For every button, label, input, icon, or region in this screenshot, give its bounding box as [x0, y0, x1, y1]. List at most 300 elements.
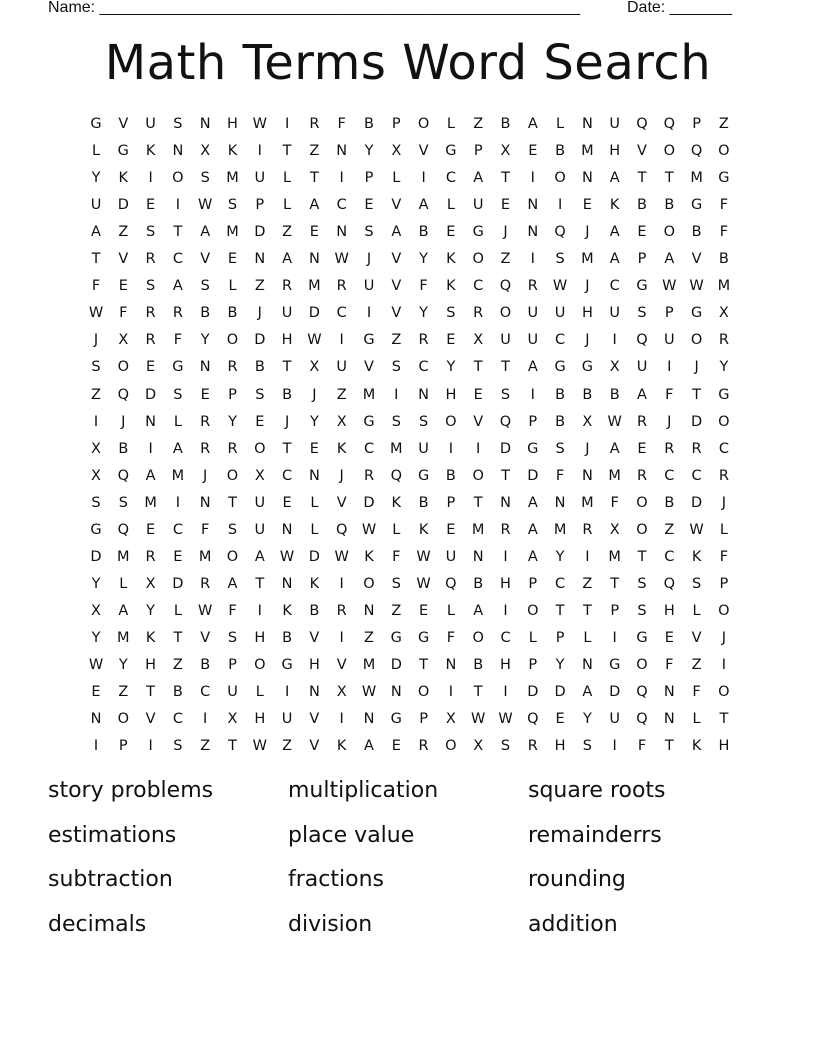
grid-row	[0, 248, 816, 275]
grid-letter: U	[281, 305, 293, 322]
grid-letter: J	[93, 332, 99, 349]
grid-letter: J	[284, 413, 290, 430]
grid-letter: N	[199, 116, 211, 132]
grid-letter: Z	[364, 629, 374, 646]
grid-letter: M	[581, 251, 594, 268]
grid-row	[0, 356, 816, 383]
grid-letter: O	[472, 467, 484, 484]
grid-letter: P	[446, 494, 456, 511]
grid-letter: Q	[636, 711, 648, 728]
grid-letter: L	[119, 575, 128, 592]
grid-letter: W	[334, 251, 349, 268]
grid-letter: O	[527, 602, 539, 619]
grid-letter: U	[254, 521, 266, 538]
grid-letter: U	[145, 116, 156, 132]
grid-letter: E	[200, 386, 210, 403]
grid-letter: V	[473, 413, 484, 430]
grid-letter: B	[200, 305, 211, 322]
grid-letter: V	[336, 657, 347, 673]
grid-letter: W	[552, 278, 568, 295]
grid-letter: M	[717, 278, 731, 295]
header-line	[0, 0, 816, 20]
grid-letter: G	[636, 629, 648, 646]
grid-letter: O	[663, 143, 675, 160]
grid-letter: R	[336, 278, 347, 295]
grid-letter: B	[118, 440, 129, 457]
grid-letter: A	[282, 251, 293, 268]
grid-letter: P	[528, 575, 538, 592]
grid-letter: G	[417, 629, 430, 646]
grid-letter: N	[281, 521, 293, 538]
grid-letter: H	[308, 657, 320, 673]
grid-letter: G	[363, 413, 375, 430]
grid-letter: B	[172, 684, 183, 701]
grid-letter: R	[527, 738, 538, 755]
grid-letter: L	[91, 143, 101, 160]
grid-letter: L	[692, 602, 701, 619]
grid-letter: X	[609, 359, 620, 376]
grid-letter: B	[418, 494, 429, 511]
grid-letter: E	[146, 197, 156, 214]
grid-letter: Y	[200, 332, 210, 349]
grid-letter: I	[175, 494, 181, 511]
grid-letter: Y	[228, 413, 237, 430]
grid-letter: R	[227, 359, 238, 376]
grid-letter: Y	[309, 413, 319, 430]
grid-letter: H	[254, 711, 266, 728]
grid-letter: V	[200, 629, 211, 646]
grid-letter: O	[636, 494, 648, 511]
grid-letter: R	[418, 332, 429, 349]
grid-letter: F	[446, 629, 456, 646]
grid-letter: R	[172, 305, 183, 322]
grid-letter: T	[146, 684, 156, 701]
grid-letter: Y	[146, 602, 156, 619]
grid-letter: I	[93, 738, 99, 755]
grid-letter: N	[390, 684, 402, 701]
grid-letter: L	[392, 170, 401, 187]
grid-letter: F	[555, 467, 565, 484]
grid-letter: N	[472, 548, 484, 565]
grid-letter: J	[694, 359, 699, 376]
grid-letter: X	[336, 413, 347, 430]
grid-letter: F	[665, 386, 674, 403]
grid-letter: I	[476, 440, 481, 457]
grid-letter: T	[255, 575, 265, 592]
grid-letter: B	[445, 467, 456, 484]
grid-letter: D	[691, 494, 703, 511]
grid-letter: B	[555, 386, 566, 403]
grid-letter: I	[612, 629, 617, 646]
grid-letter: N	[445, 657, 457, 673]
grid-letter: W	[198, 602, 213, 619]
grid-letter: X	[718, 305, 729, 322]
grid-letter: J	[203, 467, 208, 484]
grid-letter: Z	[718, 116, 729, 132]
grid-letter: U	[527, 332, 539, 349]
grid-letter: S	[227, 629, 238, 646]
grid-letter: A	[527, 116, 538, 132]
grid-letter: O	[690, 332, 703, 349]
grid-letter: B	[555, 413, 566, 430]
grid-letter: J	[721, 629, 727, 646]
grid-letter: S	[555, 440, 565, 457]
grid-letter: Q	[663, 116, 675, 132]
grid-letter: I	[721, 657, 727, 673]
grid-letter: W	[689, 278, 704, 295]
grid-letter: X	[200, 143, 211, 160]
grid-letter: C	[282, 467, 293, 484]
grid-letter: S	[500, 738, 511, 755]
grid-letter: W	[307, 332, 322, 349]
date-field-label: Date: _______	[627, 0, 732, 16]
grid-letter: Z	[473, 116, 484, 132]
grid-letter: G	[390, 629, 402, 646]
grid-letter: N	[581, 657, 593, 673]
grid-letter: R	[500, 521, 511, 538]
grid-letter: J	[721, 494, 727, 511]
grid-letter: L	[719, 521, 728, 538]
grid-letter: X	[227, 711, 238, 728]
grid-letter: A	[418, 197, 429, 214]
word-list-item: place value	[288, 822, 415, 848]
grid-letter: Z	[172, 657, 183, 673]
word-list-item: division	[288, 911, 373, 937]
grid-letter: M	[362, 386, 376, 403]
grid-letter: I	[339, 711, 344, 728]
grid-letter: I	[421, 170, 426, 187]
grid-letter: K	[227, 143, 238, 160]
grid-letter: B	[555, 143, 566, 160]
grid-letter: A	[609, 251, 620, 268]
grid-row	[0, 654, 816, 681]
grid-letter: M	[690, 170, 703, 187]
grid-letter: W	[334, 548, 349, 565]
grid-letter: O	[718, 413, 730, 430]
grid-letter: R	[418, 738, 429, 755]
grid-letter: D	[308, 305, 320, 322]
grid-letter: V	[118, 251, 129, 268]
grid-letter: W	[88, 657, 104, 673]
grid-letter: W	[498, 711, 513, 728]
grid-letter: V	[391, 197, 402, 214]
grid-letter: D	[308, 548, 320, 565]
grid-letter: T	[473, 684, 483, 701]
grid-letter: O	[636, 657, 648, 673]
grid-letter: D	[254, 224, 266, 241]
grid-letter: Q	[636, 332, 648, 349]
grid-letter: D	[145, 386, 157, 403]
letter-grid	[0, 113, 816, 763]
grid-letter: Q	[554, 224, 566, 241]
grid-letter: J	[585, 332, 590, 349]
grid-letter: E	[555, 711, 565, 728]
grid-letter: W	[252, 738, 267, 755]
grid-letter: S	[364, 224, 374, 241]
grid-letter: K	[691, 548, 702, 565]
grid-letter: S	[391, 575, 401, 592]
grid-letter: T	[173, 629, 183, 646]
grid-letter: I	[93, 413, 99, 430]
grid-letter: T	[610, 575, 620, 592]
grid-letter: B	[664, 494, 675, 511]
grid-letter: E	[446, 224, 456, 241]
grid-letter: G	[554, 359, 566, 376]
grid-letter: I	[257, 602, 262, 619]
grid-letter: O	[363, 575, 375, 592]
grid-letter: V	[309, 629, 320, 646]
grid-letter: R	[145, 548, 156, 565]
word-list-item: addition	[528, 911, 618, 937]
grid-letter: H	[718, 738, 730, 755]
word-list-item: estimations	[48, 822, 177, 848]
grid-letter: S	[200, 170, 210, 187]
grid-row	[0, 519, 816, 546]
grid-letter: R	[473, 305, 484, 322]
grid-letter: A	[364, 738, 374, 755]
grid-letter: I	[148, 440, 153, 457]
grid-letter: B	[473, 575, 484, 592]
grid-letter: B	[227, 305, 238, 322]
grid-letter: G	[417, 467, 430, 484]
grid-letter: E	[637, 440, 647, 457]
grid-letter: P	[118, 738, 128, 755]
grid-letter: I	[203, 711, 208, 728]
grid-letter: W	[361, 521, 377, 538]
grid-letter: U	[663, 332, 675, 349]
grid-letter: E	[664, 629, 674, 646]
grid-letter: Z	[582, 575, 593, 592]
grid-letter: K	[118, 170, 129, 187]
grid-letter: F	[337, 116, 346, 132]
grid-letter: M	[608, 548, 621, 565]
word-list-item: subtraction	[48, 867, 173, 892]
grid-letter: N	[418, 386, 430, 403]
grid-letter: N	[581, 116, 593, 132]
grid-letter: T	[501, 359, 510, 376]
grid-letter: I	[339, 629, 344, 646]
grid-letter: I	[667, 359, 672, 376]
grid-letter: B	[200, 657, 211, 673]
grid-letter: F	[665, 657, 674, 673]
grid-letter: O	[117, 359, 129, 376]
grid-letter: S	[200, 278, 210, 295]
grid-letter: U	[363, 278, 375, 295]
grid-letter: K	[609, 197, 620, 214]
grid-letter: Q	[117, 467, 129, 484]
grid-letter: C	[555, 332, 566, 349]
grid-letter: G	[636, 278, 648, 295]
grid-letter: A	[637, 386, 647, 403]
grid-letter: R	[145, 251, 156, 268]
grid-letter: Q	[445, 575, 457, 592]
grid-letter: L	[446, 116, 455, 132]
grid-letter: T	[473, 359, 483, 376]
grid-letter: M	[117, 629, 130, 646]
grid-letter: N	[308, 251, 320, 268]
grid-letter: Y	[555, 548, 565, 565]
grid-letter: S	[227, 197, 238, 214]
grid-letter: M	[198, 548, 212, 565]
grid-letter: M	[390, 440, 403, 457]
grid-letter: P	[419, 711, 428, 728]
grid-letter: U	[90, 197, 102, 214]
grid-row	[0, 600, 816, 627]
grid-letter: A	[609, 440, 620, 457]
grid-letter: H	[554, 738, 566, 755]
grid-letter: J	[667, 413, 672, 430]
grid-letter: N	[308, 467, 320, 484]
grid-letter: R	[145, 305, 156, 322]
grid-letter: E	[391, 738, 401, 755]
grid-letter: F	[119, 305, 128, 322]
grid-letter: X	[336, 684, 347, 701]
grid-letter: M	[308, 278, 321, 295]
grid-letter: B	[582, 386, 593, 403]
grid-letter: Z	[282, 738, 293, 755]
grid-letter: U	[609, 116, 620, 132]
grid-letter: L	[556, 116, 565, 132]
grid-letter: M	[581, 143, 594, 160]
grid-letter: I	[557, 197, 563, 214]
grid-letter: U	[254, 494, 266, 511]
word-list-item: square roots	[528, 778, 666, 803]
grid-letter: O	[117, 711, 129, 728]
grid-letter: S	[91, 494, 101, 511]
grid-letter: Y	[91, 170, 101, 187]
grid-letter: W	[416, 548, 431, 565]
grid-letter: T	[228, 738, 237, 755]
grid-letter: C	[445, 170, 456, 187]
grid-letter: A	[664, 251, 675, 268]
grid-letter: S	[173, 386, 183, 403]
grid-letter: U	[609, 711, 620, 728]
grid-letter: S	[145, 224, 156, 241]
grid-letter: G	[172, 359, 184, 376]
grid-letter: M	[226, 224, 239, 241]
grid-letter: L	[310, 494, 319, 511]
grid-row	[0, 708, 816, 735]
grid-letter: R	[691, 440, 702, 457]
grid-letter: B	[418, 224, 429, 241]
grid-letter: R	[664, 440, 675, 457]
grid-letter: T	[419, 657, 429, 673]
grid-letter: U	[227, 684, 238, 701]
grid-letter: M	[117, 548, 130, 565]
grid-letter: G	[472, 224, 484, 241]
grid-letter: Q	[690, 143, 703, 160]
grid-letter: S	[391, 359, 401, 376]
word-list-item: rounding	[528, 867, 626, 892]
grid-letter: L	[692, 711, 701, 728]
grid-letter: O	[226, 467, 239, 484]
grid-letter: X	[91, 602, 101, 619]
grid-letter: X	[91, 440, 101, 457]
grid-letter: W	[252, 116, 267, 132]
grid-letter: Y	[419, 305, 429, 322]
grid-letter: X	[473, 738, 484, 755]
grid-letter: Q	[117, 386, 129, 403]
grid-letter: Z	[118, 224, 129, 241]
grid-letter: G	[363, 332, 375, 349]
grid-letter: T	[582, 602, 592, 619]
grid-letter: B	[282, 386, 293, 403]
grid-letter: C	[500, 629, 511, 646]
grid-letter: I	[339, 575, 344, 592]
grid-letter: D	[390, 657, 402, 673]
word-list-item: fractions	[288, 867, 384, 892]
grid-letter: S	[118, 494, 128, 511]
grid-row	[0, 438, 816, 465]
grid-letter: T	[664, 738, 674, 755]
grid-letter: O	[472, 251, 484, 268]
grid-letter: L	[228, 278, 237, 295]
grid-letter: D	[363, 494, 375, 511]
grid-letter: M	[608, 467, 621, 484]
grid-letter: O	[718, 143, 730, 160]
grid-letter: N	[172, 143, 184, 160]
grid-letter: F	[91, 278, 101, 295]
word-list-item: story problems	[48, 778, 214, 803]
grid-letter: Y	[364, 143, 374, 160]
grid-letter: T	[719, 711, 729, 728]
grid-letter: S	[227, 521, 238, 538]
grid-letter: E	[446, 332, 456, 349]
grid-letter: N	[254, 251, 266, 268]
grid-letter: C	[336, 197, 347, 214]
grid-letter: H	[281, 332, 293, 349]
grid-letter: W	[471, 711, 486, 728]
grid-letter: X	[582, 413, 593, 430]
grid-row	[0, 411, 816, 438]
grid-letter: S	[173, 116, 183, 132]
grid-letter: N	[90, 711, 102, 728]
grid-letter: T	[692, 386, 702, 403]
grid-letter: A	[473, 170, 484, 187]
grid-letter: F	[392, 548, 401, 565]
grid-letter: V	[691, 629, 702, 646]
grid-letter: O	[417, 116, 430, 132]
grid-letter: A	[200, 224, 211, 241]
grid-letter: Y	[446, 359, 456, 376]
grid-letter: E	[309, 440, 319, 457]
grid-letter: Z	[500, 251, 511, 268]
grid-letter: T	[91, 251, 101, 268]
grid-row	[0, 573, 816, 600]
grid-letter: E	[227, 251, 238, 268]
grid-letter: W	[662, 278, 677, 295]
grid-letter: I	[284, 116, 290, 132]
grid-letter: V	[309, 738, 320, 755]
grid-row	[0, 329, 816, 356]
grid-letter: C	[555, 575, 566, 592]
grid-letter: S	[582, 738, 592, 755]
grid-letter: S	[446, 305, 456, 322]
grid-row	[0, 465, 816, 492]
grid-letter: E	[91, 684, 101, 701]
grid-letter: P	[664, 305, 674, 322]
grid-letter: R	[718, 332, 729, 349]
grid-letter: A	[609, 224, 620, 241]
grid-letter: H	[500, 575, 511, 592]
grid-letter: E	[118, 278, 128, 295]
grid-letter: X	[445, 711, 456, 728]
grid-letter: Z	[254, 278, 265, 295]
grid-letter: N	[199, 359, 211, 376]
grid-letter: D	[527, 684, 539, 701]
grid-letter: C	[664, 467, 675, 484]
grid-letter: H	[227, 116, 238, 132]
